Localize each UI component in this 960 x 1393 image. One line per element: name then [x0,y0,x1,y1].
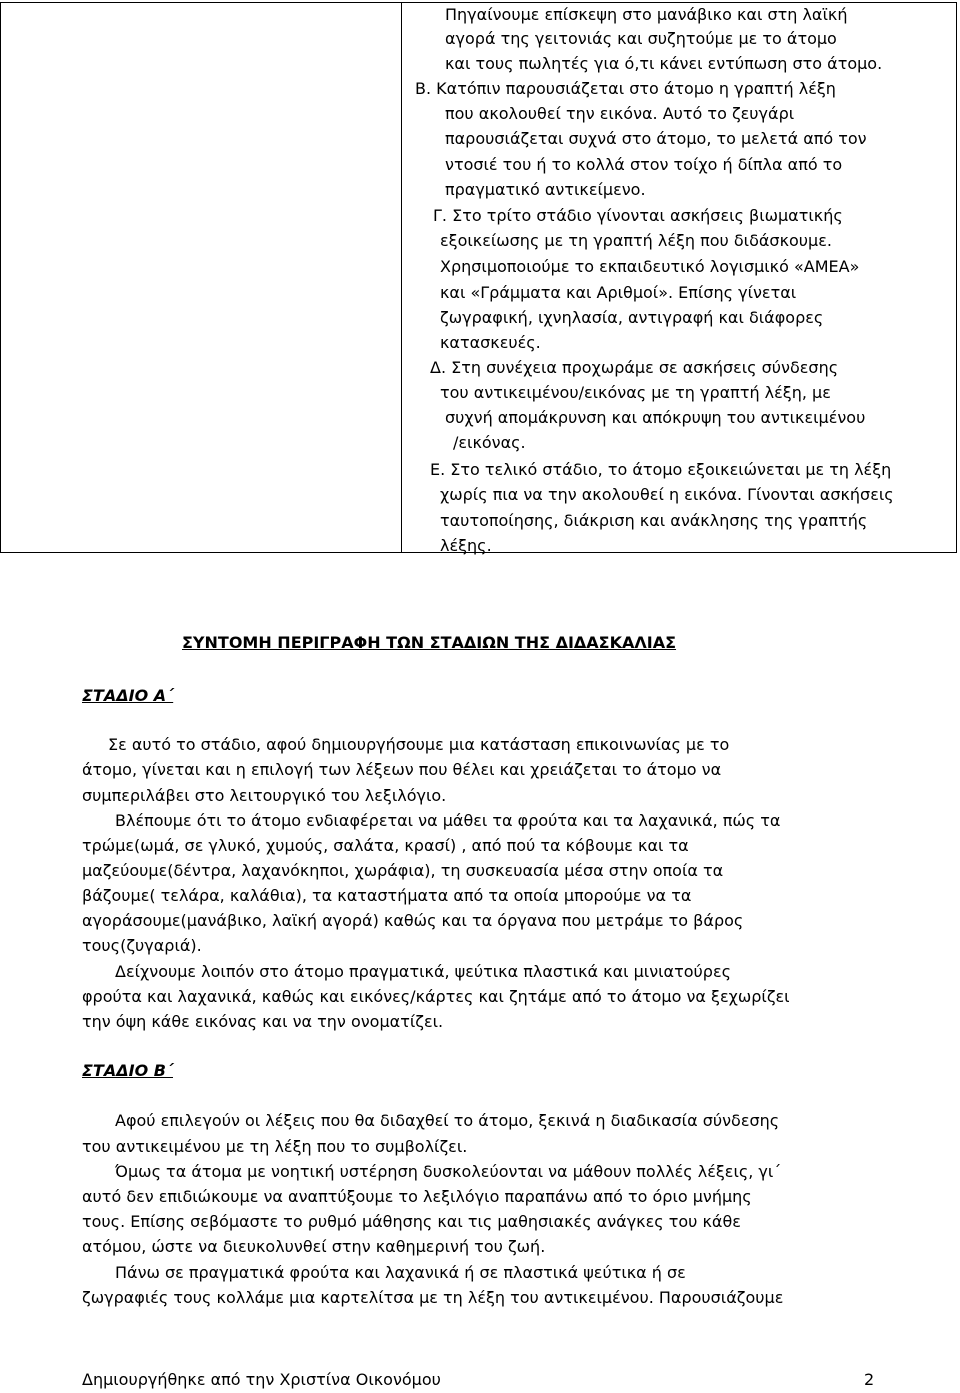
stage-b-line: Όμως τα άτομα με νοητική υστέρηση δυσκολεύονται να μάθουν πολλές λέξεις, γι΄ [115,1162,782,1181]
table-cell-line: αγορά της γειτονιάς και συζητούμε με το άτομο [445,29,837,48]
stage-b-line: αυτό δεν επιδιώκουμε να αναπτύξουμε το λεξιλόγιο παραπάνω από το όριο μνήμης [82,1187,752,1206]
stage-a-line: βάζουμε( τελάρα, καλάθια), τα καταστήματα από τα οποία μπορούμε να τα [82,886,692,905]
stage-b-heading: ΣΤΑΔΙΟ Β΄ [82,1061,173,1080]
footer-author: Δημιουργήθηκε από την Χριστίνα Οικονόμου [82,1370,441,1389]
table-cell-line: που ακολουθεί την εικόνα. Αυτό το ζευγάρι [445,104,795,123]
stage-a-line: άτομο, γίνεται και η επιλογή των λέξεων που θέλει και χρειάζεται το άτομο να [82,760,722,779]
stage-a-line: Δείχνουμε λοιπόν στο άτομο πραγματικά, ψεύτικα πλαστικά και μινιατούρες [115,962,731,981]
stage-a-line: συμπεριλάβει στο λειτουργικό του λεξιλόγιο. [82,786,447,805]
stage-a-heading: ΣΤΑΔΙΟ Α΄ [82,686,174,705]
table-cell-line: κατασκευές. [440,333,541,352]
table-cell-line: του αντικειμένου/εικόνας με τη γραπτή λέξη, με [440,383,831,402]
table-cell-line: Ε. Στο τελικό στάδιο, το άτομο εξοικειώνεται με τη λέξη [430,460,892,479]
section-heading: ΣΥΝΤΟΜΗ ΠΕΡΙΓΡΑΦΗ ΤΩΝ ΣΤΑΔΙΩΝ ΤΗΣ ΔΙΔΑΣΚΑΛΙΑΣ [182,633,677,652]
page-number: 2 [864,1370,875,1389]
stage-b-line: του αντικειμένου με τη λέξη που το συμβολίζει. [82,1137,468,1156]
table-cell-line: και τους πωλητές για ό,τι κάνει εντύπωση στο άτομο. [445,54,883,73]
table-cell-line: πραγματικό αντικείμενο. [445,180,646,199]
table-cell-line: εξοικείωσης με τη γραπτή λέξη που διδάσκουμε. [440,231,832,250]
table-cell-line: Δ. Στη συνέχεια προχωράμε σε ασκήσεις σύνδεσης [430,358,839,377]
table-cell-line: συχνή απομάκρυνση και απόκρυψη του αντικειμένου [445,408,866,427]
stage-b-line: τους. Επίσης σεβόμαστε το ρυθμό μάθησης και τις μαθησιακές ανάγκες του κάθε [82,1212,741,1231]
stage-a-line: την όψη κάθε εικόνας και να την ονοματίζει. [82,1012,444,1031]
stage-a-line: τους(ζυγαριά). [82,936,202,955]
stage-b-line: Αφού επιλεγούν οι λέξεις που θα διδαχθεί το άτομο, ξεκινά η διαδικασία σύνδεσης [115,1111,780,1130]
table-cell-line: ντοσιέ του ή το κολλά στον τοίχο ή δίπλα από το [445,155,843,174]
table-cell-line: Β. Κατόπιν παρουσιάζεται στο άτομο η γραπτή λέξη [415,79,836,98]
table-cell-line: ταυτοποίησης, διάκριση και ανάκλησης της γραπτής [440,511,868,530]
stage-a-line: φρούτα και λαχανικά, καθώς και εικόνες/κάρτες και ζητάμε από το άτομο να ξεχωρίζει [82,987,790,1006]
table-cell-line: Γ. Στο τρίτο στάδιο γίνονται ασκήσεις βιωματικής [433,206,843,225]
table-cell-line: ζωγραφική, ιχνηλασία, αντιγραφή και διάφορες [440,308,824,327]
stage-a-line: αγοράσουμε(μανάβικο, λαϊκή αγορά) καθώς και τα όργανα που μετράμε το βάρος [82,911,744,930]
stage-a-line: μαζεύουμε(δέντρα, λαχανόκηποι, χωράφια), τη συσκευασία μέσα στην οποία τα [82,861,724,880]
stage-b-line: ζωγραφιές τους κολλάμε μια καρτελίτσα με τη λέξη του αντικειμένου. Παρουσιάζουμε [82,1288,784,1307]
table-cell-line: Χρησιμοποιούμε το εκπαιδευτικό λογισμικό «ΑΜΕΑ» [440,257,860,276]
table-cell-line: χωρίς πια να την ακολουθεί η εικόνα. Γίνονται ασκήσεις [440,485,894,504]
stage-a-line: Βλέπουμε ότι το άτομο ενδιαφέρεται να μάθει τα φρούτα και τα λαχανικά, πώς τα [115,811,781,830]
stage-b-line: Πάνω σε πραγματικά φρούτα και λαχανικά ή σε πλαστικά ψεύτικα ή σε [115,1263,686,1282]
stage-b-line: ατόμου, ώστε να διευκολυνθεί στην καθημερινή του ζωή. [82,1237,546,1256]
table-divider [401,3,402,552]
table-cell-line: /εικόνας. [453,433,526,452]
table-cell-line: και «Γράμματα και Αριθμοί». Επίσης γίνεται [440,283,797,302]
table-cell-line: Πηγαίνουμε επίσκεψη στο μανάβικο και στη λαϊκή [445,5,848,24]
stage-a-line: Σε αυτό το στάδιο, αφού δημιουργήσουμε μια κατάσταση επικοινωνίας με το [108,735,730,754]
table-cell-line: παρουσιάζεται συχνά στο άτομο, το μελετά από τον [445,129,867,148]
table-cell-line: λέξης. [440,536,492,555]
stage-a-line: τρώμε(ωμά, σε γλυκό, χυμούς, σαλάτα, κρασί) , από πού τα κόβουμε και τα [82,836,689,855]
